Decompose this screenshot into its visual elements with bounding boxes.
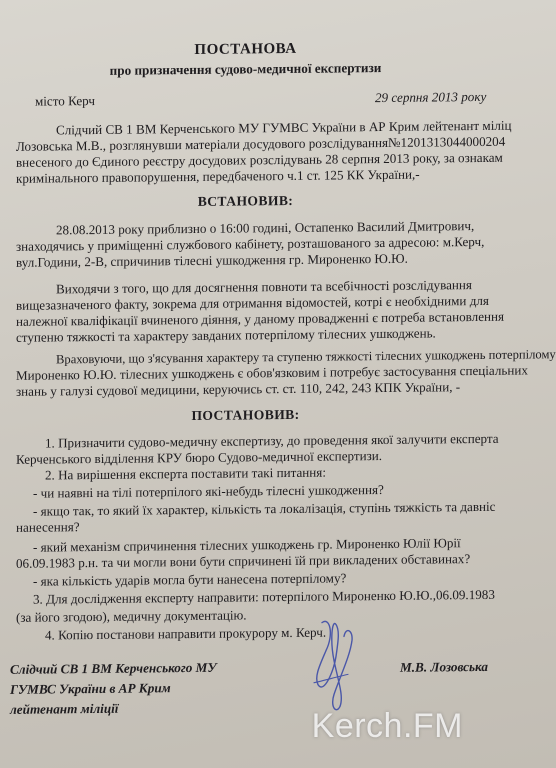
reason-line: ступеню тяжкості та характеру завданих потерпілому тілесних ушкоджень. [16,325,436,345]
decided-line: 4. Копію постанови направити прокурору м. Керч. [45,624,327,643]
decided-line: 2. На вирішення експерта поставити такі питання: [45,464,326,483]
signature-role-line: Слідчий СВ 1 ВМ Керченського МУ [10,659,217,677]
intro-line: кримінального правопорушення, передбаченого ч.1 ст. 125 КК України,- [16,166,420,186]
decided-line: Керченського відділення КРУ бюро Судово-медичної експертизи. [16,447,383,467]
decided-line: 3. Для дослідження експерту направити: потерпілого Мироненко Ю.Ю.,06.09.1983 [33,586,495,607]
intro-line: внесеного до Єдиного реєстру досудових розслідувань 28 серпня 2013 року, за ознакам [16,149,503,170]
established-line: вул.Години, 2-В, спричинив тілесні ушкодження гр. Мироненко Ю.Ю. [16,250,408,270]
document-title: ПОСТАНОВА [194,40,297,58]
handwritten-signature [300,610,370,721]
consider-line: Мироненко Ю.Ю. тілесних ушкоджень є обов'язковим і потребує застосування спеціальних [16,362,528,383]
established-line: знаходячись у приміщенні службового кабінету, розташованого за адресою: м.Керч, [16,233,485,254]
decided-heading: ПОСТАНОВИВ: [191,406,300,423]
intro-line: Лозовська М.В., розглянувши матеріали досудового розслідування№1201313044000204 [16,133,506,154]
document-date: 29 серпня 2013 року [375,88,487,106]
signature-role [10,658,217,720]
watermark: Kerch.FM [311,707,463,745]
document-subtitle: про призначення судово-медичної експертизи [109,60,382,78]
decided-line: - яка кількість ударів могла бути нанесена потерпілому? [33,570,347,589]
place: місто Керч [35,93,95,109]
reason-line: вищезазначеного факту, зокрема для отримання відомостей, котрі є необхідними для [16,292,489,313]
signature-role-line: лейтенант міліції [10,700,119,717]
reason-line: належної кваліфікації вчиненого діяння, у даному провадженні є потреба встановлення [16,308,505,329]
established-line: 28.08.2013 року приблизно о 16:00 годині, Остапенко Василий Дмитрович, [56,218,475,238]
signature-role-line: ГУМВС України в АР Крим [10,680,171,697]
decided-line: 06.09.1983 р.н. та чи могли вони бути спричинені їй при викладених обставинах? [16,551,471,571]
decided-line: нанесення? [16,519,80,535]
decided-line: - чи наявні на тілі потерпілого які-небудь тілесні ушкодження? [33,481,384,501]
decided-line: - який механізм спричинення тілесних ушкоджень гр. Мироненко Юлії Юрії [33,535,461,555]
consider-line: Враховуючи, що з'ясування характеру та ступеню тяжкості тілесних ушкоджень потерпілому [56,347,556,367]
reason-line: Виходячи з того, що для досягнення повноти та всебічності розслідування [56,277,472,297]
established-heading: ВСТАНОВИВ: [197,192,294,209]
decided-line: - якщо так, то який їх характер, кількість та локалізація, ступінь тяжкість та давніс [33,498,496,519]
consider-line: знань у галузі судової медицини, керуючись ст. ст. 110, 242, 243 КПК України, - [16,379,461,399]
signature-name: М.В. Лозовська [400,658,488,675]
decided-line: (за його згодою), медичну документацію. [16,607,247,625]
intro-line: Слідчий СВ 1 ВМ Керченського МУ ГУМВС України в АР Крим лейтенант міліц [56,117,512,138]
decided-line: 1. Призначити судово-медичну експертизу, до проведення якої залучити експерта [45,430,499,451]
